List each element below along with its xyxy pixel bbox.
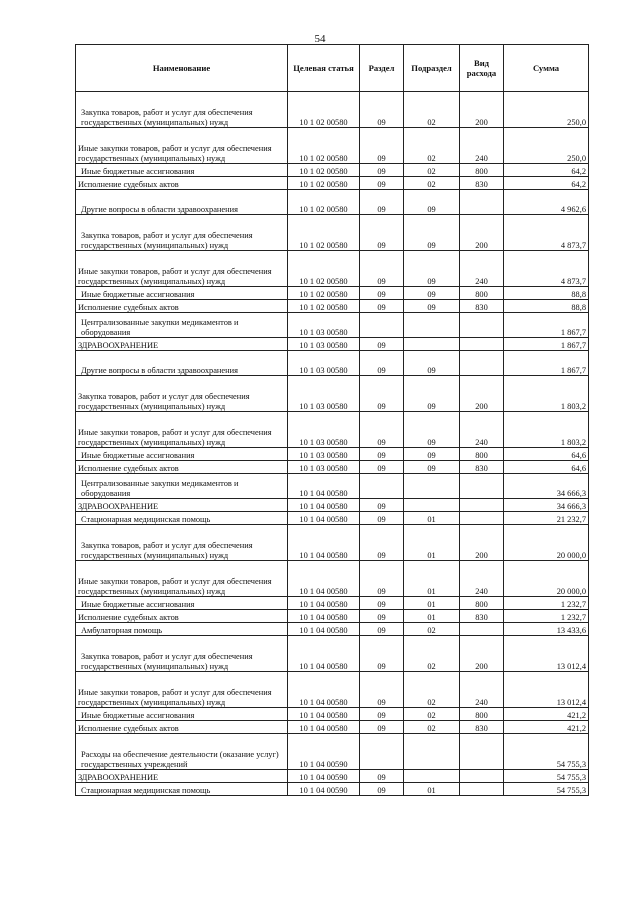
cell-amount: 4 873,7 bbox=[504, 251, 589, 287]
cell-amount: 4 962,6 bbox=[504, 190, 589, 215]
cell-subsection: 01 bbox=[404, 561, 460, 597]
cell-amount: 64,6 bbox=[504, 461, 589, 474]
header-target: Целевая статья bbox=[288, 45, 360, 92]
cell-subsection: 09 bbox=[404, 190, 460, 215]
cell-section: 09 bbox=[360, 128, 404, 164]
cell-expense-type: 830 bbox=[460, 300, 504, 313]
cell-amount: 64,2 bbox=[504, 177, 589, 190]
cell-amount: 21 232,7 bbox=[504, 512, 589, 525]
cell-expense-type: 830 bbox=[460, 461, 504, 474]
table-row bbox=[76, 610, 589, 623]
cell-section: 09 bbox=[360, 215, 404, 251]
table-row bbox=[76, 338, 589, 351]
cell-expense-type: 240 bbox=[460, 251, 504, 287]
cell-subsection: 09 bbox=[404, 215, 460, 251]
cell-name: Централизованные закупки медикаментов и оборудования bbox=[76, 474, 288, 499]
cell-section: 09 bbox=[360, 287, 404, 300]
cell-name: Стационарная медицинская помощь bbox=[76, 512, 288, 525]
table-row bbox=[76, 623, 589, 636]
table-row bbox=[76, 512, 589, 525]
cell-section: 09 bbox=[360, 164, 404, 177]
cell-subsection: 09 bbox=[404, 287, 460, 300]
cell-name: Исполнение судебных актов bbox=[76, 610, 288, 623]
cell-name: Иные закупки товаров, работ и услуг для обеспечения государственных (муниципальных) нужд bbox=[76, 561, 288, 597]
table-row bbox=[76, 92, 589, 128]
cell-target: 10 1 04 00580 bbox=[288, 597, 360, 610]
cell-target: 10 1 04 00590 bbox=[288, 770, 360, 783]
cell-expense-type: 200 bbox=[460, 525, 504, 561]
cell-amount: 1 232,7 bbox=[504, 597, 589, 610]
cell-name: Стационарная медицинская помощь bbox=[76, 783, 288, 796]
cell-expense-type: 200 bbox=[460, 215, 504, 251]
cell-amount: 1 867,7 bbox=[504, 338, 589, 351]
cell-name: Иные закупки товаров, работ и услуг для обеспечения государственных (муниципальных) нужд bbox=[76, 251, 288, 287]
cell-expense-type bbox=[460, 474, 504, 499]
cell-amount: 421,2 bbox=[504, 721, 589, 734]
cell-expense-type bbox=[460, 783, 504, 796]
cell-target: 10 1 04 00580 bbox=[288, 499, 360, 512]
cell-subsection: 02 bbox=[404, 177, 460, 190]
cell-subsection: 09 bbox=[404, 300, 460, 313]
cell-target: 10 1 02 00580 bbox=[288, 215, 360, 251]
header-amount: Сумма bbox=[504, 45, 589, 92]
cell-subsection: 02 bbox=[404, 636, 460, 672]
table-row bbox=[76, 636, 589, 672]
page-number: 54 bbox=[314, 33, 326, 45]
cell-target: 10 1 02 00580 bbox=[288, 300, 360, 313]
cell-amount: 13 012,4 bbox=[504, 636, 589, 672]
cell-amount: 54 755,3 bbox=[504, 783, 589, 796]
cell-target: 10 1 04 00590 bbox=[288, 734, 360, 770]
cell-name: Иные бюджетные ассигнования bbox=[76, 287, 288, 300]
cell-subsection: 01 bbox=[404, 597, 460, 610]
cell-target: 10 1 02 00580 bbox=[288, 287, 360, 300]
cell-amount: 34 666,3 bbox=[504, 499, 589, 512]
cell-name: ЗДРАВООХРАНЕНИЕ bbox=[76, 338, 288, 351]
cell-target: 10 1 03 00580 bbox=[288, 376, 360, 412]
table-body bbox=[76, 92, 589, 796]
cell-subsection bbox=[404, 734, 460, 770]
table-row bbox=[76, 128, 589, 164]
cell-name: Исполнение судебных актов bbox=[76, 300, 288, 313]
cell-section bbox=[360, 734, 404, 770]
cell-section: 09 bbox=[360, 499, 404, 512]
cell-target: 10 1 02 00580 bbox=[288, 164, 360, 177]
cell-section: 09 bbox=[360, 300, 404, 313]
cell-amount: 250,0 bbox=[504, 128, 589, 164]
cell-amount: 88,8 bbox=[504, 300, 589, 313]
cell-amount: 54 755,3 bbox=[504, 734, 589, 770]
cell-subsection: 09 bbox=[404, 448, 460, 461]
cell-target: 10 1 02 00580 bbox=[288, 251, 360, 287]
cell-subsection bbox=[404, 338, 460, 351]
cell-amount: 54 755,3 bbox=[504, 770, 589, 783]
cell-section: 09 bbox=[360, 525, 404, 561]
cell-amount: 1 803,2 bbox=[504, 376, 589, 412]
table-row bbox=[76, 770, 589, 783]
cell-section: 09 bbox=[360, 190, 404, 215]
cell-section: 09 bbox=[360, 708, 404, 721]
cell-name: Закупка товаров, работ и услуг для обеспечения государственных (муниципальных) нужд bbox=[76, 525, 288, 561]
cell-amount: 64,6 bbox=[504, 448, 589, 461]
cell-amount: 88,8 bbox=[504, 287, 589, 300]
cell-amount: 64,2 bbox=[504, 164, 589, 177]
cell-expense-type bbox=[460, 313, 504, 338]
cell-section: 09 bbox=[360, 251, 404, 287]
cell-subsection: 02 bbox=[404, 623, 460, 636]
cell-section: 09 bbox=[360, 512, 404, 525]
cell-expense-type: 830 bbox=[460, 610, 504, 623]
cell-expense-type: 800 bbox=[460, 448, 504, 461]
cell-section: 09 bbox=[360, 721, 404, 734]
cell-name: Иные бюджетные ассигнования bbox=[76, 708, 288, 721]
cell-target: 10 1 04 00590 bbox=[288, 783, 360, 796]
cell-target: 10 1 03 00580 bbox=[288, 461, 360, 474]
table-row bbox=[76, 734, 589, 770]
cell-expense-type: 800 bbox=[460, 597, 504, 610]
cell-target: 10 1 04 00580 bbox=[288, 636, 360, 672]
cell-section: 09 bbox=[360, 636, 404, 672]
cell-expense-type: 240 bbox=[460, 412, 504, 448]
cell-section: 09 bbox=[360, 610, 404, 623]
cell-name: Закупка товаров, работ и услуг для обеспечения государственных (муниципальных) нужд bbox=[76, 92, 288, 128]
header-subsection: Подраздел bbox=[404, 45, 460, 92]
cell-target: 10 1 04 00580 bbox=[288, 721, 360, 734]
cell-amount: 34 666,3 bbox=[504, 474, 589, 499]
table-row bbox=[76, 251, 589, 287]
cell-target: 10 1 04 00580 bbox=[288, 708, 360, 721]
cell-amount: 13 012,4 bbox=[504, 672, 589, 708]
cell-name: Другие вопросы в области здравоохранения bbox=[76, 351, 288, 376]
cell-subsection: 01 bbox=[404, 525, 460, 561]
table-row bbox=[76, 164, 589, 177]
cell-subsection: 02 bbox=[404, 164, 460, 177]
table-row bbox=[76, 461, 589, 474]
cell-expense-type: 800 bbox=[460, 164, 504, 177]
cell-amount: 20 000,0 bbox=[504, 525, 589, 561]
cell-amount: 421,2 bbox=[504, 708, 589, 721]
cell-expense-type: 200 bbox=[460, 376, 504, 412]
cell-expense-type bbox=[460, 499, 504, 512]
table-row bbox=[76, 300, 589, 313]
cell-amount: 13 433,6 bbox=[504, 623, 589, 636]
cell-expense-type: 830 bbox=[460, 177, 504, 190]
cell-subsection: 01 bbox=[404, 783, 460, 796]
cell-target: 10 1 03 00580 bbox=[288, 313, 360, 338]
cell-name: Амбулаторная помощь bbox=[76, 623, 288, 636]
table-row bbox=[76, 215, 589, 251]
budget-table bbox=[75, 44, 589, 796]
cell-section: 09 bbox=[360, 672, 404, 708]
cell-expense-type bbox=[460, 623, 504, 636]
cell-subsection bbox=[404, 770, 460, 783]
cell-subsection: 02 bbox=[404, 128, 460, 164]
cell-target: 10 1 03 00580 bbox=[288, 351, 360, 376]
cell-amount: 4 873,7 bbox=[504, 215, 589, 251]
cell-amount: 1 867,7 bbox=[504, 313, 589, 338]
cell-name: Централизованные закупки медикаментов и оборудования bbox=[76, 313, 288, 338]
cell-section: 09 bbox=[360, 92, 404, 128]
table-row bbox=[76, 190, 589, 215]
cell-section bbox=[360, 474, 404, 499]
cell-expense-type bbox=[460, 190, 504, 215]
cell-target: 10 1 04 00580 bbox=[288, 672, 360, 708]
cell-expense-type: 830 bbox=[460, 721, 504, 734]
table-row bbox=[76, 597, 589, 610]
cell-subsection bbox=[404, 313, 460, 338]
cell-target: 10 1 04 00580 bbox=[288, 512, 360, 525]
cell-expense-type: 240 bbox=[460, 128, 504, 164]
table-row bbox=[76, 474, 589, 499]
table-row bbox=[76, 412, 589, 448]
cell-subsection: 01 bbox=[404, 512, 460, 525]
table-row bbox=[76, 525, 589, 561]
cell-name: Исполнение судебных актов bbox=[76, 177, 288, 190]
cell-name: Исполнение судебных актов bbox=[76, 461, 288, 474]
cell-subsection: 09 bbox=[404, 351, 460, 376]
cell-name: Расходы на обеспечение деятельности (оказание услуг) государственных учреждений bbox=[76, 734, 288, 770]
cell-target: 10 1 03 00580 bbox=[288, 448, 360, 461]
cell-target: 10 1 04 00580 bbox=[288, 525, 360, 561]
cell-name: Иные закупки товаров, работ и услуг для обеспечения государственных (муниципальных) нужд bbox=[76, 412, 288, 448]
table-row bbox=[76, 287, 589, 300]
cell-section: 09 bbox=[360, 783, 404, 796]
cell-expense-type bbox=[460, 512, 504, 525]
cell-subsection: 09 bbox=[404, 376, 460, 412]
cell-subsection: 02 bbox=[404, 708, 460, 721]
cell-name: ЗДРАВООХРАНЕНИЕ bbox=[76, 499, 288, 512]
cell-expense-type bbox=[460, 351, 504, 376]
cell-section: 09 bbox=[360, 597, 404, 610]
cell-target: 10 1 04 00580 bbox=[288, 474, 360, 499]
cell-section: 09 bbox=[360, 623, 404, 636]
cell-name: Иные закупки товаров, работ и услуг для обеспечения государственных (муниципальных) нужд bbox=[76, 672, 288, 708]
table-row bbox=[76, 376, 589, 412]
cell-amount: 250,0 bbox=[504, 92, 589, 128]
cell-section: 09 bbox=[360, 461, 404, 474]
cell-subsection bbox=[404, 499, 460, 512]
cell-section: 09 bbox=[360, 338, 404, 351]
cell-section bbox=[360, 313, 404, 338]
table-row bbox=[76, 783, 589, 796]
cell-name: Другие вопросы в области здравоохранения bbox=[76, 190, 288, 215]
header-expense-type: Вид расхода bbox=[460, 45, 504, 92]
cell-name: Иные бюджетные ассигнования bbox=[76, 597, 288, 610]
cell-name: Иные бюджетные ассигнования bbox=[76, 448, 288, 461]
cell-target: 10 1 04 00580 bbox=[288, 610, 360, 623]
cell-section: 09 bbox=[360, 448, 404, 461]
header-name: Наименование bbox=[76, 45, 288, 92]
cell-expense-type: 200 bbox=[460, 636, 504, 672]
table-row bbox=[76, 721, 589, 734]
cell-subsection: 09 bbox=[404, 461, 460, 474]
table-row bbox=[76, 448, 589, 461]
cell-name: Иные бюджетные ассигнования bbox=[76, 164, 288, 177]
cell-expense-type: 800 bbox=[460, 287, 504, 300]
table-row bbox=[76, 351, 589, 376]
cell-target: 10 1 03 00580 bbox=[288, 338, 360, 351]
cell-name: Закупка товаров, работ и услуг для обеспечения государственных (муниципальных) нужд bbox=[76, 636, 288, 672]
cell-name: Закупка товаров, работ и услуг для обеспечения государственных (муниципальных) нужд bbox=[76, 376, 288, 412]
cell-subsection: 02 bbox=[404, 672, 460, 708]
cell-amount: 1 803,2 bbox=[504, 412, 589, 448]
cell-amount: 1 232,7 bbox=[504, 610, 589, 623]
cell-section: 09 bbox=[360, 561, 404, 597]
cell-target: 10 1 02 00580 bbox=[288, 177, 360, 190]
cell-subsection: 02 bbox=[404, 92, 460, 128]
table-row bbox=[76, 499, 589, 512]
cell-section: 09 bbox=[360, 351, 404, 376]
header-section: Раздел bbox=[360, 45, 404, 92]
cell-name: ЗДРАВООХРАНЕНИЕ bbox=[76, 770, 288, 783]
cell-name: Закупка товаров, работ и услуг для обеспечения государственных (муниципальных) нужд bbox=[76, 215, 288, 251]
table-row bbox=[76, 708, 589, 721]
cell-target: 10 1 04 00580 bbox=[288, 561, 360, 597]
cell-target: 10 1 04 00580 bbox=[288, 623, 360, 636]
cell-expense-type bbox=[460, 734, 504, 770]
cell-expense-type bbox=[460, 770, 504, 783]
cell-target: 10 1 02 00580 bbox=[288, 190, 360, 215]
cell-expense-type bbox=[460, 338, 504, 351]
table-row bbox=[76, 561, 589, 597]
cell-name: Иные закупки товаров, работ и услуг для обеспечения государственных (муниципальных) нужд bbox=[76, 128, 288, 164]
cell-expense-type: 240 bbox=[460, 672, 504, 708]
cell-amount: 20 000,0 bbox=[504, 561, 589, 597]
cell-expense-type: 200 bbox=[460, 92, 504, 128]
cell-subsection: 09 bbox=[404, 251, 460, 287]
cell-expense-type: 240 bbox=[460, 561, 504, 597]
cell-subsection: 09 bbox=[404, 412, 460, 448]
cell-section: 09 bbox=[360, 177, 404, 190]
cell-subsection: 02 bbox=[404, 721, 460, 734]
cell-amount: 1 867,7 bbox=[504, 351, 589, 376]
table-row bbox=[76, 672, 589, 708]
cell-expense-type: 800 bbox=[460, 708, 504, 721]
cell-name: Исполнение судебных актов bbox=[76, 721, 288, 734]
table-row bbox=[76, 313, 589, 338]
cell-section: 09 bbox=[360, 770, 404, 783]
cell-section: 09 bbox=[360, 376, 404, 412]
cell-subsection bbox=[404, 474, 460, 499]
cell-target: 10 1 02 00580 bbox=[288, 128, 360, 164]
cell-subsection: 01 bbox=[404, 610, 460, 623]
cell-target: 10 1 02 00580 bbox=[288, 92, 360, 128]
table-header-row bbox=[76, 45, 589, 92]
cell-section: 09 bbox=[360, 412, 404, 448]
table-row bbox=[76, 177, 589, 190]
cell-target: 10 1 03 00580 bbox=[288, 412, 360, 448]
